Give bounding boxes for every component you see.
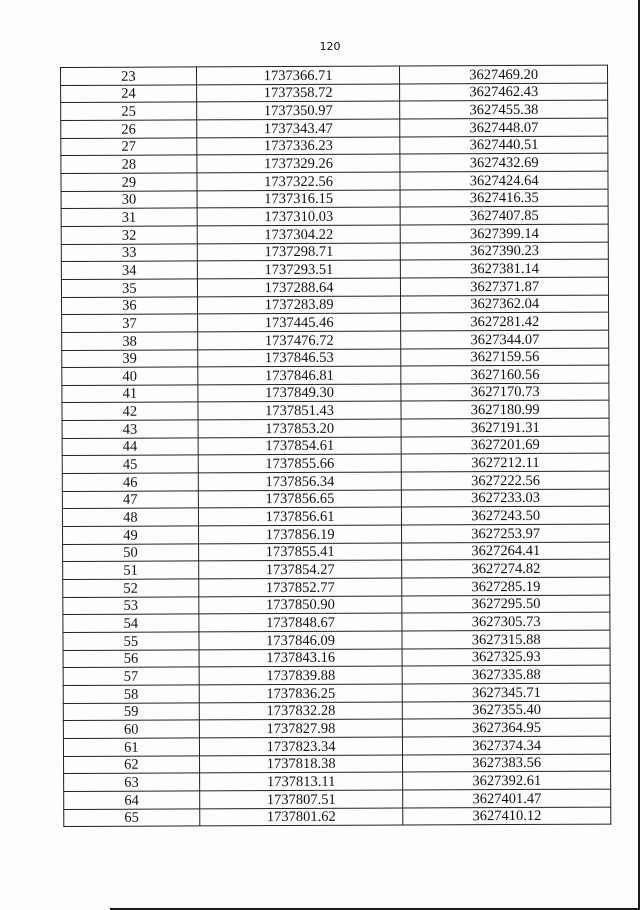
table-row (62, 454, 609, 474)
point-number-cell: 65 (64, 808, 200, 826)
table-row (61, 224, 608, 244)
y-coordinate-cell: 3627160.56 (401, 365, 609, 384)
table-row (63, 542, 610, 562)
y-coordinate-cell: 3627295.50 (402, 595, 610, 614)
x-coordinate-cell: 1737854.27 (198, 560, 402, 579)
x-coordinate-cell: 1737846.53 (197, 349, 401, 368)
table-row (64, 754, 611, 774)
x-coordinate-cell: 1737310.03 (197, 207, 401, 226)
x-coordinate-cell: 1737855.41 (198, 543, 402, 562)
x-coordinate-cell: 1737854.61 (198, 437, 402, 456)
point-number-cell: 53 (63, 597, 199, 615)
x-coordinate-cell: 1737849.30 (198, 384, 402, 403)
x-coordinate-cell: 1737343.47 (196, 119, 400, 138)
y-coordinate-cell: 3627305.73 (402, 612, 610, 631)
x-coordinate-cell: 1737316.15 (197, 190, 401, 209)
table-row (62, 295, 609, 315)
y-coordinate-cell: 3627243.50 (402, 507, 610, 526)
x-coordinate-cell: 1737298.71 (197, 243, 401, 262)
y-coordinate-cell: 3627381.14 (401, 259, 609, 278)
table-row (63, 524, 610, 544)
point-number-cell: 55 (63, 632, 199, 650)
table-row (62, 330, 609, 350)
table-row (63, 665, 610, 685)
point-number-cell: 38 (62, 332, 198, 350)
x-coordinate-cell: 1737836.25 (199, 684, 403, 703)
x-coordinate-cell: 1737288.64 (197, 278, 401, 297)
y-coordinate-cell: 3627432.69 (400, 153, 608, 172)
table-row (61, 206, 608, 226)
table-row (61, 136, 608, 156)
table-row (61, 118, 608, 138)
point-number-cell: 51 (63, 561, 199, 579)
y-coordinate-cell: 3627345.71 (403, 683, 611, 702)
point-number-cell: 24 (61, 85, 197, 103)
table-row (63, 648, 610, 668)
point-number-cell: 44 (62, 438, 198, 456)
x-coordinate-cell: 1737293.51 (197, 260, 401, 279)
table-row (64, 789, 611, 809)
point-number-cell: 60 (63, 720, 199, 738)
x-coordinate-cell: 1737322.56 (197, 172, 401, 191)
point-number-cell: 46 (62, 473, 198, 491)
point-number-cell: 50 (63, 544, 199, 562)
x-coordinate-cell: 1737856.61 (198, 507, 402, 526)
y-coordinate-cell: 3627462.43 (400, 83, 608, 102)
table-row (61, 153, 608, 173)
table-row (63, 559, 610, 579)
point-number-cell: 43 (62, 420, 198, 438)
x-coordinate-cell: 1737850.90 (199, 596, 403, 615)
table-row (61, 171, 608, 191)
x-coordinate-cell: 1737853.20 (198, 419, 402, 438)
point-number-cell: 49 (63, 526, 199, 544)
x-coordinate-cell: 1737445.46 (197, 313, 401, 332)
point-number-cell: 30 (61, 190, 197, 208)
point-number-cell: 25 (61, 102, 197, 120)
y-coordinate-cell: 3627390.23 (401, 242, 609, 261)
table-row (62, 436, 609, 456)
y-coordinate-cell: 3627383.56 (403, 754, 611, 773)
table-row (61, 65, 608, 85)
y-coordinate-cell: 3627315.88 (402, 630, 610, 649)
y-coordinate-cell: 3627392.61 (403, 771, 611, 790)
point-number-cell: 40 (62, 367, 198, 385)
table-row (62, 418, 609, 438)
table-row (62, 312, 609, 332)
x-coordinate-cell: 1737823.34 (199, 737, 403, 756)
y-coordinate-cell: 3627344.07 (401, 330, 609, 349)
y-coordinate-cell: 3627448.07 (400, 118, 608, 137)
x-coordinate-cell: 1737832.28 (199, 702, 403, 721)
table-row (61, 242, 608, 262)
x-coordinate-cell: 1737846.81 (198, 366, 402, 385)
y-coordinate-cell: 3627281.42 (401, 312, 609, 331)
y-coordinate-cell: 3627416.35 (400, 189, 608, 208)
y-coordinate-cell: 3627407.85 (401, 206, 609, 225)
point-number-cell: 56 (63, 650, 199, 668)
table-row (62, 348, 609, 368)
x-coordinate-cell: 1737801.62 (200, 808, 404, 827)
y-coordinate-cell: 3627424.64 (400, 171, 608, 190)
y-coordinate-cell: 3627222.56 (402, 471, 610, 490)
point-number-cell: 23 (61, 67, 197, 85)
table-row (61, 259, 608, 279)
x-coordinate-cell: 1737848.67 (199, 613, 403, 632)
x-coordinate-cell: 1737856.19 (198, 525, 402, 544)
y-coordinate-cell: 3627264.41 (402, 542, 610, 561)
table-row (63, 630, 610, 650)
point-number-cell: 35 (61, 279, 197, 297)
page-number: 120 (319, 40, 341, 53)
point-number-cell: 61 (63, 738, 199, 756)
point-number-cell: 62 (64, 755, 200, 773)
table-row (62, 507, 609, 527)
table-row (63, 683, 610, 703)
point-number-cell: 42 (62, 402, 198, 420)
point-number-cell: 31 (61, 208, 197, 226)
point-number-cell: 29 (61, 173, 197, 191)
y-coordinate-cell: 3627362.04 (401, 295, 609, 314)
point-number-cell: 27 (61, 138, 197, 156)
table-row (63, 736, 610, 756)
x-coordinate-cell: 1737856.65 (198, 490, 402, 509)
table-row (63, 718, 610, 738)
y-coordinate-cell: 3627455.38 (400, 100, 608, 119)
point-number-cell: 34 (61, 261, 197, 279)
table-row (64, 807, 611, 827)
y-coordinate-cell: 3627440.51 (400, 136, 608, 155)
y-coordinate-cell: 3627191.31 (401, 418, 609, 437)
x-coordinate-cell: 1737851.43 (198, 401, 402, 420)
x-coordinate-cell: 1737818.38 (199, 755, 403, 774)
point-number-cell: 32 (61, 226, 197, 244)
point-number-cell: 28 (61, 155, 197, 173)
y-coordinate-cell: 3627201.69 (402, 436, 610, 455)
coordinates-table (60, 65, 611, 828)
point-number-cell: 33 (61, 243, 197, 261)
table-row (63, 595, 610, 615)
point-number-cell: 59 (63, 703, 199, 721)
point-number-cell: 64 (64, 791, 200, 809)
table-row (62, 383, 609, 403)
x-coordinate-cell: 1737358.72 (196, 84, 400, 103)
point-number-cell: 26 (61, 120, 197, 138)
x-coordinate-cell: 1737283.89 (197, 296, 401, 315)
y-coordinate-cell: 3627410.12 (403, 807, 611, 826)
table-row (61, 189, 608, 209)
table-row (62, 365, 609, 385)
table-row (64, 771, 611, 791)
y-coordinate-cell: 3627325.93 (402, 648, 610, 667)
x-coordinate-cell: 1737476.72 (197, 331, 401, 350)
x-coordinate-cell: 1737843.16 (199, 649, 403, 668)
point-number-cell: 52 (63, 579, 199, 597)
point-number-cell: 58 (63, 685, 199, 703)
point-number-cell: 45 (62, 455, 198, 473)
x-coordinate-cell: 1737350.97 (196, 101, 400, 120)
y-coordinate-cell: 3627374.34 (403, 736, 611, 755)
x-coordinate-cell: 1737856.34 (198, 472, 402, 491)
y-coordinate-cell: 3627285.19 (402, 577, 610, 596)
point-number-cell: 47 (62, 491, 198, 509)
y-coordinate-cell: 3627159.56 (401, 348, 609, 367)
y-coordinate-cell: 3627180.99 (401, 401, 609, 420)
point-number-cell: 41 (62, 385, 198, 403)
table-row (61, 277, 608, 297)
x-coordinate-cell: 1737855.66 (198, 454, 402, 473)
x-coordinate-cell: 1737839.88 (199, 666, 403, 685)
x-coordinate-cell: 1737366.71 (196, 66, 400, 85)
y-coordinate-cell: 3627335.88 (403, 665, 611, 684)
x-coordinate-cell: 1737336.23 (197, 137, 401, 156)
y-coordinate-cell: 3627401.47 (403, 789, 611, 808)
y-coordinate-cell: 3627233.03 (402, 489, 610, 508)
point-number-cell: 57 (63, 667, 199, 685)
x-coordinate-cell: 1737827.98 (199, 719, 403, 738)
x-coordinate-cell: 1737807.51 (199, 790, 403, 809)
y-coordinate-cell: 3627170.73 (401, 383, 609, 402)
table-row (63, 701, 610, 721)
table-row (62, 471, 609, 491)
table-row (63, 612, 610, 632)
y-coordinate-cell: 3627253.97 (402, 524, 610, 543)
x-coordinate-cell: 1737852.77 (199, 578, 403, 597)
coordinates-table-body (61, 65, 611, 827)
y-coordinate-cell: 3627212.11 (402, 454, 610, 473)
table-row (62, 489, 609, 509)
x-coordinate-cell: 1737813.11 (199, 772, 403, 791)
y-coordinate-cell: 3627399.14 (401, 224, 609, 243)
point-number-cell: 48 (62, 508, 198, 526)
point-number-cell: 39 (62, 349, 198, 367)
y-coordinate-cell: 3627371.87 (401, 277, 609, 296)
table-row (63, 577, 610, 597)
point-number-cell: 63 (64, 773, 200, 791)
y-coordinate-cell: 3627469.20 (400, 65, 608, 84)
table-row (62, 401, 609, 421)
x-coordinate-cell: 1737846.09 (199, 631, 403, 650)
point-number-cell: 36 (62, 296, 198, 314)
point-number-cell: 37 (62, 314, 198, 332)
point-number-cell: 54 (63, 614, 199, 632)
y-coordinate-cell: 3627364.95 (403, 718, 611, 737)
x-coordinate-cell: 1737329.26 (197, 154, 401, 173)
y-coordinate-cell: 3627355.40 (403, 701, 611, 720)
table-row (61, 83, 608, 103)
x-coordinate-cell: 1737304.22 (197, 225, 401, 244)
table-row (61, 100, 608, 120)
y-coordinate-cell: 3627274.82 (402, 559, 610, 578)
